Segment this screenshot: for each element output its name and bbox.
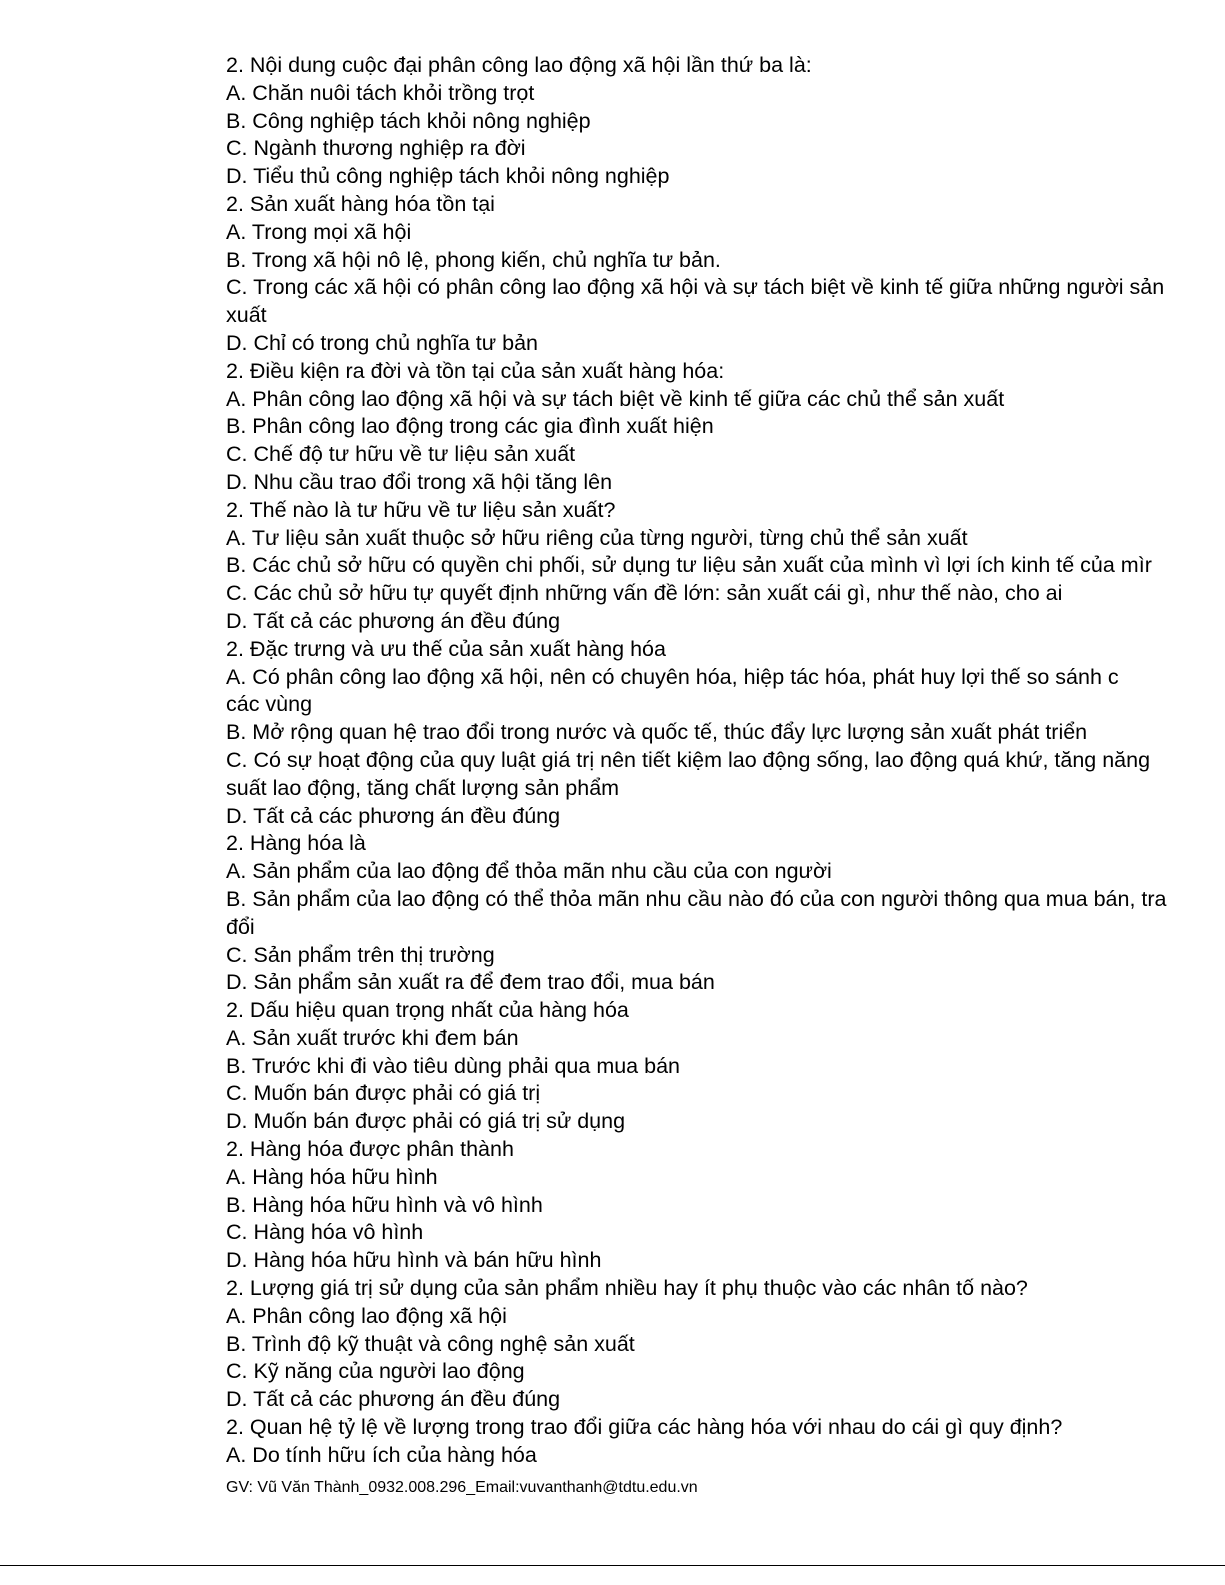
question-heading: 2. Dấu hiệu quan trọng nhất của hàng hóa — [226, 998, 629, 1023]
answer-option: C. Kỹ năng của người lao động — [226, 1359, 525, 1384]
answer-option: B. Phân công lao động trong các gia đình xuất hiện — [226, 414, 714, 439]
answer-option: A. Có phân công lao động xã hội, nên có chuyên hóa, hiệp tác hóa, phát huy lợi thế so sánh c — [226, 664, 1119, 689]
answer-option: B. Hàng hóa hữu hình và vô hình — [226, 1192, 543, 1217]
answer-option: D. Hàng hóa hữu hình và bán hữu hình — [226, 1248, 602, 1273]
question-heading: 2. Nội dung cuộc đại phân công lao động xã hội lần thứ ba là: — [226, 53, 812, 77]
page-footer: GV: Vũ Văn Thành_0932.008.296_Email:vuvanthanh@tdtu.edu.vn — [226, 1479, 698, 1496]
question-heading: 2. Quan hệ tỷ lệ về lượng trong trao đổi giữa các hàng hóa với nhau do cái gì quy định? — [226, 1415, 1063, 1440]
answer-option: A. Chăn nuôi tách khỏi trồng trọt — [226, 80, 535, 105]
document-body — [226, 52, 1178, 1470]
answer-option: C. Sản phẩm trên thị trường — [226, 942, 495, 967]
answer-option: A. Hàng hóa hữu hình — [226, 1164, 438, 1189]
answer-option: C. Muốn bán được phải có giá trị — [226, 1081, 541, 1106]
answer-option: A. Sản xuất trước khi đem bán — [226, 1025, 519, 1050]
question-heading: 2. Điều kiện ra đời và tồn tại của sản xuất hàng hóa: — [226, 358, 725, 383]
answer-option: D. Nhu cầu trao đổi trong xã hội tăng lên — [226, 469, 613, 494]
question-heading: 2. Lượng giá trị sử dụng của sản phẩm nhiều hay ít phụ thuộc vào các nhân tố nào? — [226, 1276, 1028, 1301]
answer-option: D. Muốn bán được phải có giá trị sử dụng — [226, 1109, 626, 1134]
answer-option: D. Sản phẩm sản xuất ra để đem trao đổi, mua bán — [226, 970, 715, 995]
answer-option: A. Sản phẩm của lao động để thỏa mãn nhu cầu của con người — [226, 859, 832, 884]
answer-option: B. Mở rộng quan hệ trao đổi trong nước và quốc tế, thúc đẩy lực lượng sản xuất phát triển — [226, 720, 1088, 745]
answer-option: A. Do tính hữu ích của hàng hóa — [226, 1442, 537, 1467]
page-bottom-rule — [0, 1565, 1225, 1566]
answer-option: D. Chỉ có trong chủ nghĩa tư bản — [226, 330, 538, 355]
answer-option: C. Các chủ sở hữu tự quyết định những vấn đề lớn: sản xuất cái gì, như thế nào, cho ai — [226, 581, 1063, 606]
question-heading: 2. Hàng hóa là — [226, 831, 366, 856]
answer-option: C. Chế độ tư hữu về tư liệu sản xuất — [226, 442, 576, 467]
answer-option: C. Trong các xã hội có phân công lao động xã hội và sự tách biệt về kinh tế giữa những người sản xuất — [226, 275, 1165, 328]
answer-option: B. Trước khi đi vào tiêu dùng phải qua mua bán — [226, 1053, 680, 1078]
answer-option: A. Trong mọi xã hội — [226, 219, 412, 244]
answer-option: D. Tiểu thủ công nghiệp tách khỏi nông nghiệp — [226, 164, 670, 189]
question-heading: 2. Thế nào là tư hữu về tư liệu sản xuất? — [226, 497, 616, 522]
answer-option: A. Phân công lao động xã hội — [226, 1303, 507, 1328]
answer-option: A. Phân công lao động xã hội và sự tách biệt về kinh tế giữa các chủ thể sản xuất — [226, 386, 1005, 411]
answer-option-continuation: đổi — [226, 914, 255, 939]
question-heading: 2. Đặc trưng và ưu thế của sản xuất hàng hóa — [226, 636, 666, 661]
answer-option: B. Công nghiệp tách khỏi nông nghiệp — [226, 108, 591, 133]
answer-option: B. Sản phẩm của lao động có thể thỏa mãn nhu cầu nào đó của con người thông qua mua bán, tra — [226, 886, 1167, 911]
answer-option: B. Trình độ kỹ thuật và công nghệ sản xuất — [226, 1331, 635, 1356]
question-heading: 2. Hàng hóa được phân thành — [226, 1137, 514, 1162]
question-heading: 2. Sản xuất hàng hóa tồn tại — [226, 191, 495, 216]
answer-option: B. Các chủ sở hữu có quyền chi phối, sử dụng tư liệu sản xuất của mình vì lợi ích kinh tế của mìr — [226, 553, 1152, 578]
answer-option: D. Tất cả các phương án đều đúng — [226, 1387, 561, 1412]
answer-option: D. Tất cả các phương án đều đúng — [226, 803, 561, 828]
answer-option: C. Có sự hoạt động của quy luật giá trị nên tiết kiệm lao động sống, lao động quá khứ, tăng năng suất lao động, tăng chất lượng sản phẩm — [226, 747, 1151, 800]
answer-option: C. Hàng hóa vô hình — [226, 1220, 424, 1245]
answer-option: A. Tư liệu sản xuất thuộc sở hữu riêng của từng người, từng chủ thể sản xuất — [226, 525, 968, 550]
answer-option: C. Ngành thương nghiệp ra đời — [226, 136, 526, 161]
answer-option: D. Tất cả các phương án đều đúng — [226, 608, 561, 633]
answer-option-continuation: các vùng — [226, 692, 313, 717]
answer-option: B. Trong xã hội nô lệ, phong kiến, chủ nghĩa tư bản. — [226, 247, 721, 272]
